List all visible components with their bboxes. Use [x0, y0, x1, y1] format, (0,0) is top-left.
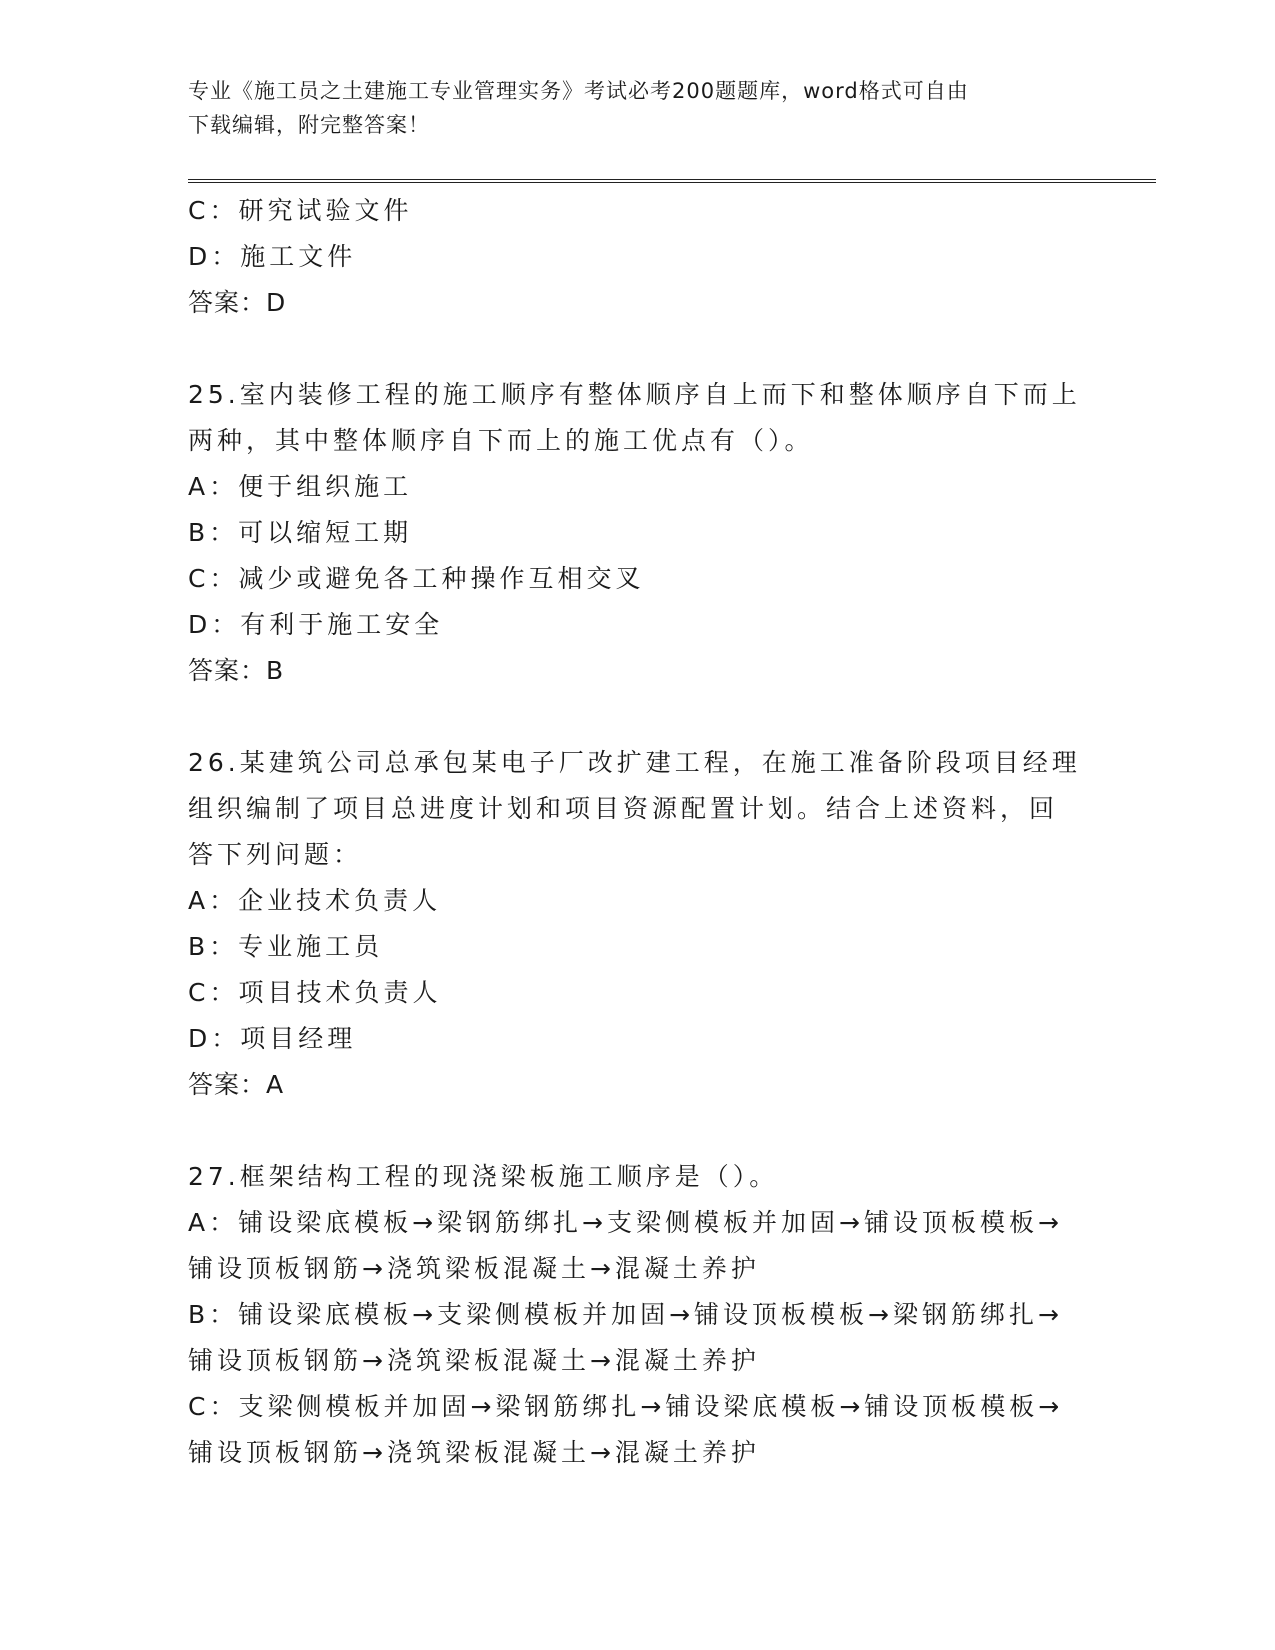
prev-option-d: D：施工文件: [188, 242, 357, 271]
page-header: [188, 74, 1068, 142]
q27-option-c-line-2: 铺设顶板钢筋→浇筑梁板混凝土→混凝土养护: [188, 1438, 760, 1467]
header-line-1: 专业《施工员之土建施工专业管理实务》考试必考200题题库，word格式可自由: [188, 79, 969, 103]
q25-option-a: A：便于组织施工: [188, 472, 413, 501]
prev-option-c: C：研究试验文件: [188, 196, 413, 225]
q26-option-a: A：企业技术负责人: [188, 886, 442, 915]
q27-stem-line-1: 27.框架结构工程的现浇梁板施工顺序是（）。: [188, 1162, 779, 1191]
q27-option-b-line-2: 铺设顶板钢筋→浇筑梁板混凝土→混凝土养护: [188, 1346, 760, 1375]
spacer: [188, 326, 1088, 372]
q26-option-b: B：专业施工员: [188, 932, 384, 961]
q26-answer: 答案：A: [188, 1070, 285, 1099]
q26-stem-line-1: 26.某建筑公司总承包某电子厂改扩建工程，在施工准备阶段项目经理: [188, 748, 1081, 777]
q25-option-d: D：有利于施工安全: [188, 610, 444, 639]
question-content: [188, 188, 1088, 1476]
q25-option-c: C：减少或避免各工种操作互相交叉: [188, 564, 645, 593]
q26-option-d: D：项目经理: [188, 1024, 357, 1053]
q25-stem-line-1: 25.室内装修工程的施工顺序有整体顺序自上而下和整体顺序自下而上: [188, 380, 1081, 409]
q26-stem-line-2: 组织编制了项目总进度计划和项目资源配置计划。结合上述资料，回: [188, 794, 1059, 823]
q27-option-a-line-2: 铺设顶板钢筋→浇筑梁板混凝土→混凝土养护: [188, 1254, 760, 1283]
q25-answer: 答案：B: [188, 656, 285, 685]
spacer: [188, 694, 1088, 740]
spacer: [188, 1108, 1088, 1154]
prev-answer: 答案：D: [188, 288, 287, 317]
q25-option-b: B：可以缩短工期: [188, 518, 413, 547]
q27-option-a-line-1: A：铺设梁底模板→梁钢筋绑扎→支梁侧模板并加固→铺设顶板模板→: [188, 1208, 1063, 1237]
header-divider: [188, 179, 1156, 183]
q26-option-c: C：项目技术负责人: [188, 978, 442, 1007]
q27-option-b-line-1: B：铺设梁底模板→支梁侧模板并加固→铺设顶板模板→梁钢筋绑扎→: [188, 1300, 1063, 1329]
q26-stem-line-3: 答下列问题：: [188, 840, 363, 869]
q27-option-c-line-1: C：支梁侧模板并加固→梁钢筋绑扎→铺设梁底模板→铺设顶板模板→: [188, 1392, 1064, 1421]
header-line-2: 下载编辑，附完整答案！: [188, 113, 430, 137]
q25-stem-line-2: 两种，其中整体顺序自下而上的施工优点有（）。: [188, 426, 814, 455]
